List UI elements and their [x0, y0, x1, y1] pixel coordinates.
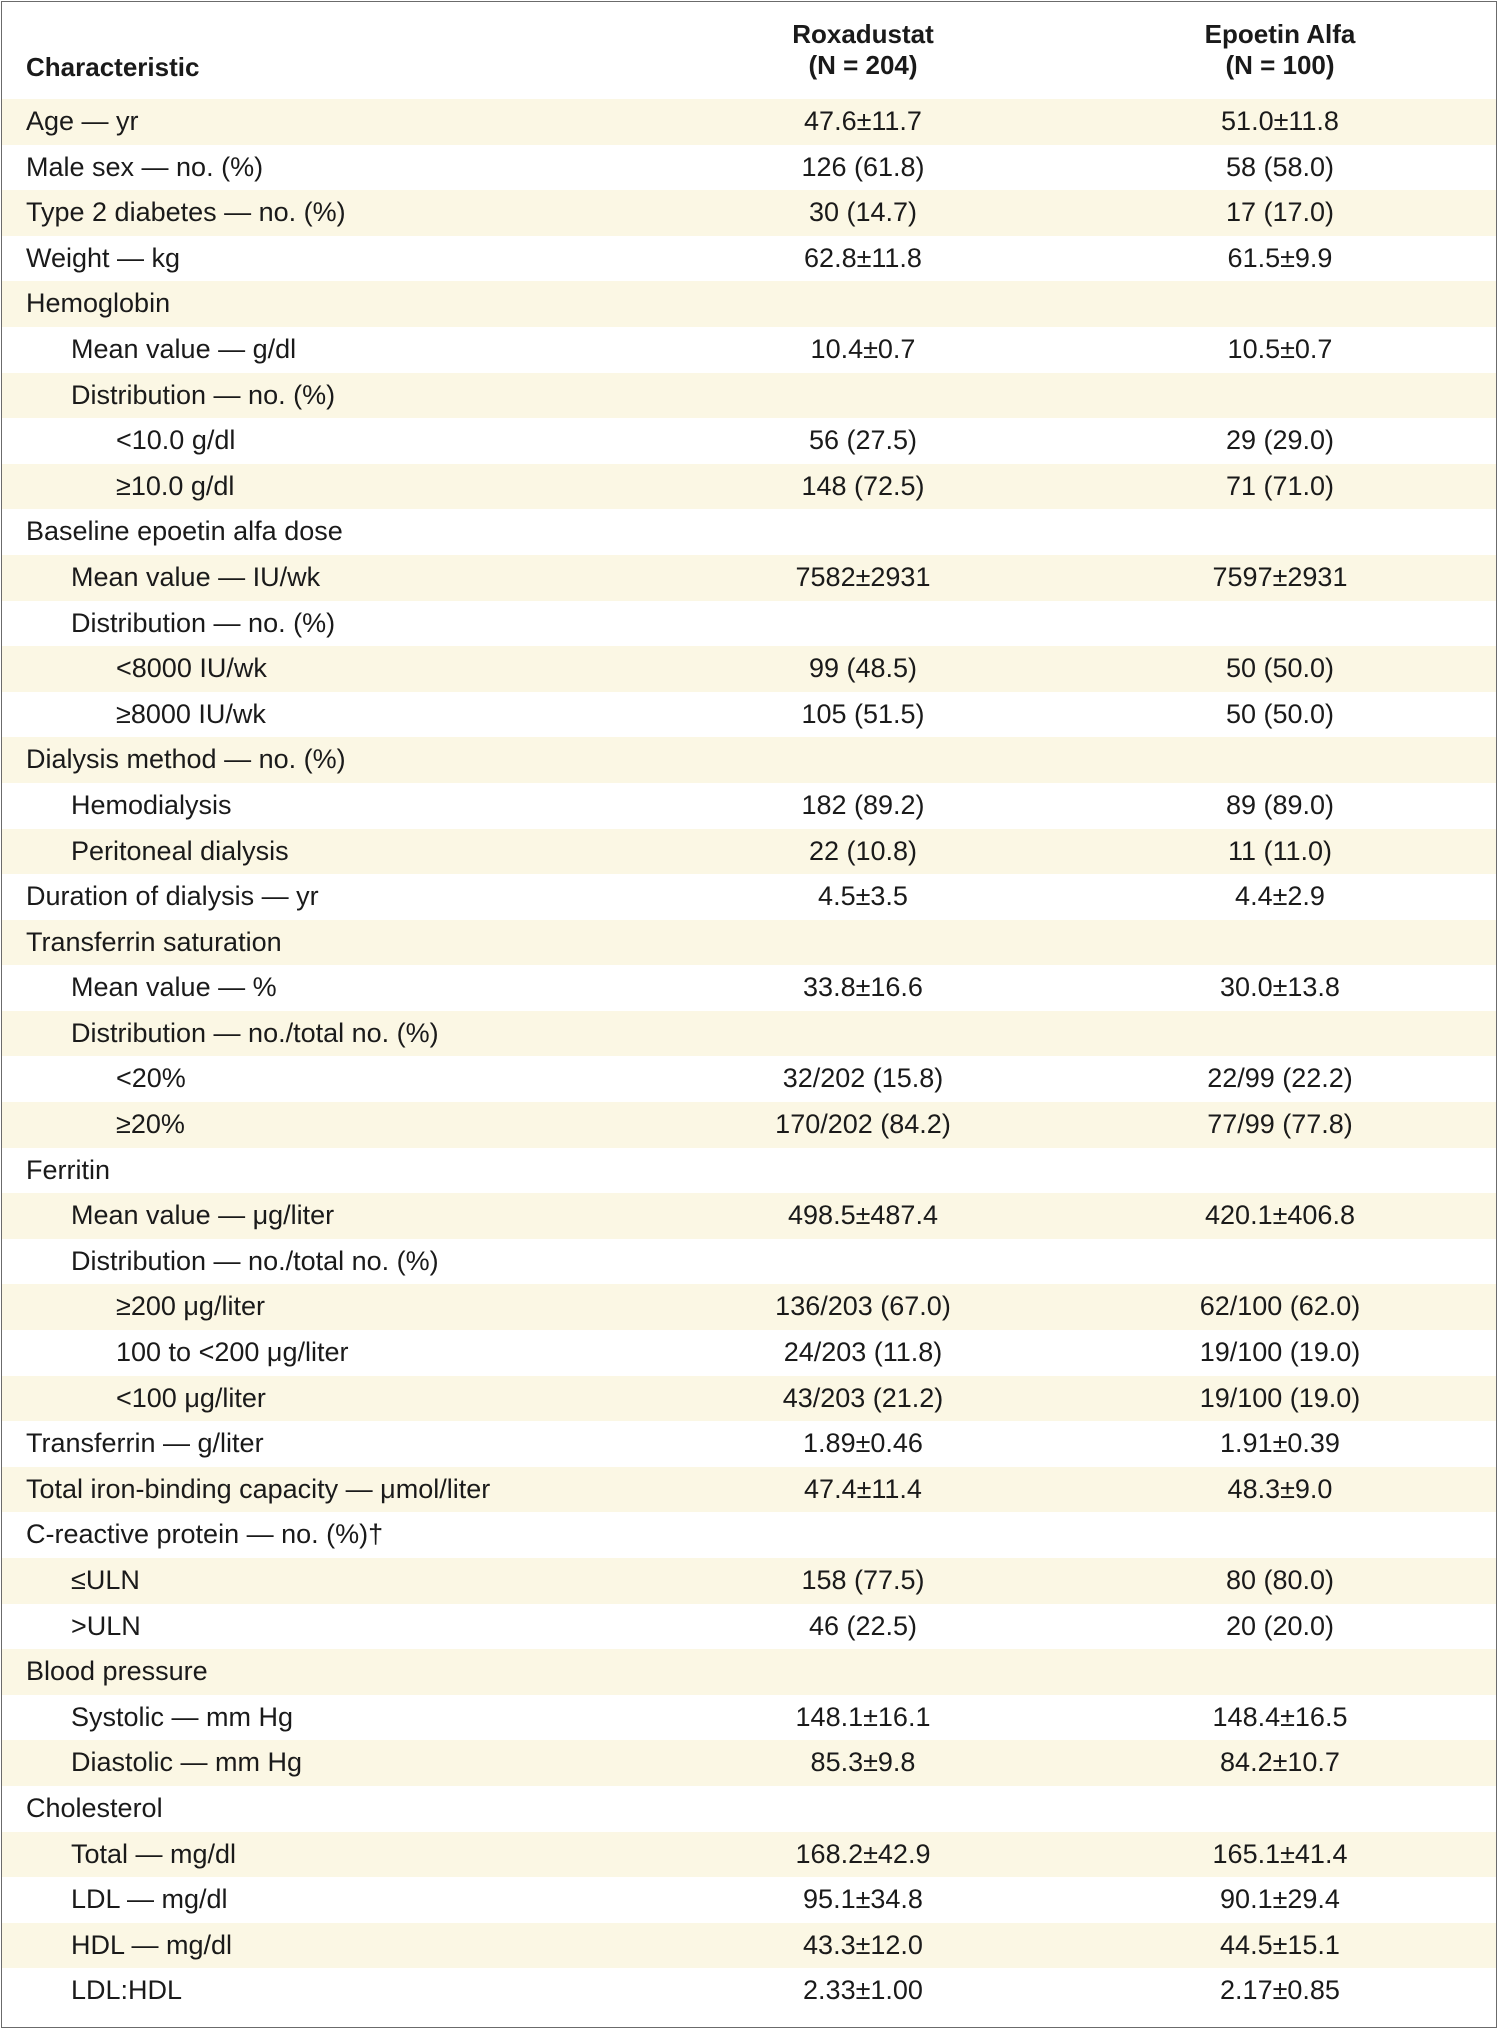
epoetin-value: 7597±2931: [1212, 561, 1348, 592]
table-row: [2, 1877, 1496, 1923]
row-label: <8000 IU/wk: [116, 653, 267, 684]
roxadustat-value: 148 (72.5): [801, 470, 925, 501]
table-row: [2, 1148, 1496, 1194]
table-row: [2, 1011, 1496, 1057]
row-label: Diastolic — mm Hg: [71, 1747, 303, 1778]
table-row: [2, 1695, 1496, 1741]
epoetin-value: 80 (80.0): [1225, 1565, 1335, 1595]
table-row: [2, 281, 1496, 327]
roxadustat-value: 498.5±487.4: [788, 1200, 938, 1231]
row-label: ≥10.0 g/dl: [116, 470, 235, 501]
table-row: [2, 965, 1496, 1011]
roxadustat-value: 7582±2931: [795, 561, 931, 592]
roxadustat-value: 24/203 (11.8): [783, 1337, 943, 1368]
epoetin-value: 4.4±2.9: [1235, 881, 1325, 912]
row-label: ≥20%: [116, 1109, 185, 1140]
epoetin-value: 50 (50.0): [1225, 698, 1335, 729]
row-label: Type 2 diabetes — no. (%): [26, 197, 346, 228]
row-label: Distribution — no. (%): [71, 607, 336, 638]
roxadustat-value: 33.8±16.6: [803, 972, 923, 1003]
row-label: ≥8000 IU/wk: [116, 698, 266, 729]
table-row: [2, 509, 1496, 555]
table-row: [2, 1604, 1496, 1650]
epoetin-value: 19/100 (19.0): [1199, 1382, 1361, 1413]
table-row: [2, 1832, 1496, 1878]
roxadustat-value: 170/202 (84.2): [775, 1109, 951, 1140]
table-row: [2, 692, 1496, 738]
roxadustat-header: [683, 19, 1043, 81]
epoetin-value: 1.91±0.39: [1220, 1428, 1340, 1459]
roxadustat-value: 85.3±9.8: [810, 1747, 916, 1778]
roxadustat-value: 43/203 (21.2): [782, 1382, 944, 1413]
row-label: Mean value — IU/wk: [71, 561, 321, 592]
roxadustat-value: 148.1±16.1: [795, 1701, 931, 1732]
table-row: [2, 145, 1496, 191]
row-label: Mean value — g/dl: [71, 333, 297, 364]
epoetin-value: 30.0±13.8: [1220, 972, 1340, 1003]
epoetin-value: 20 (20.0): [1225, 1610, 1335, 1641]
table-row: [2, 1376, 1496, 1422]
roxadustat-value: 62.8±11.8: [804, 242, 922, 273]
row-label: Blood pressure: [26, 1656, 208, 1687]
table-row: [2, 1102, 1496, 1148]
table-row: [2, 1056, 1496, 1102]
table-row: [2, 1740, 1496, 1786]
roxadustat-value: 105 (51.5): [801, 698, 925, 729]
row-label: HDL — mg/dl: [71, 1929, 233, 1960]
epoetin-value: 71 (71.0): [1225, 470, 1335, 501]
row-label: Total — mg/dl: [71, 1838, 237, 1869]
table-row: [2, 1239, 1496, 1285]
characteristic-header: Characteristic: [26, 52, 200, 82]
row-label: Weight — kg: [26, 242, 181, 273]
row-label: >ULN: [71, 1610, 141, 1641]
table-row: [2, 236, 1496, 282]
table-row: [2, 1330, 1496, 1376]
epoetin-value: 90.1±29.4: [1220, 1884, 1340, 1915]
row-label: Transferrin saturation: [26, 926, 282, 957]
row-label: Ferritin: [26, 1154, 111, 1185]
table-row: [2, 464, 1496, 510]
roxadustat-value: 22 (10.8): [808, 835, 918, 866]
roxadustat-value: 1.89±0.46: [803, 1428, 923, 1459]
epoetin-header-n: (N = 100): [1225, 50, 1335, 80]
row-label: 100 to <200 μg/liter: [116, 1337, 349, 1368]
epoetin-value: 420.1±406.8: [1205, 1200, 1355, 1231]
row-label: Baseline epoetin alfa dose: [26, 516, 343, 547]
table-row: [2, 99, 1496, 145]
roxadustat-header-name: Roxadustat: [792, 19, 934, 49]
table-row: [2, 1284, 1496, 1330]
roxadustat-value: 32/202 (15.8): [782, 1063, 944, 1094]
roxadustat-value: 30 (14.7): [808, 197, 918, 228]
table-row: [2, 1193, 1496, 1239]
epoetin-value: 61.5±9.9: [1227, 242, 1333, 273]
row-label: Systolic — mm Hg: [71, 1701, 294, 1732]
row-label: Dialysis method — no. (%): [26, 744, 346, 775]
epoetin-value: 77/99 (77.8): [1207, 1109, 1353, 1140]
table-row: [2, 783, 1496, 829]
row-label: Mean value — %: [71, 972, 277, 1003]
roxadustat-value: 126 (61.8): [801, 151, 925, 182]
table-row: [2, 737, 1496, 783]
table-row: [2, 1558, 1496, 1604]
roxadustat-value: 46 (22.5): [808, 1610, 918, 1641]
row-label: Age — yr: [26, 106, 139, 136]
table-row: [2, 601, 1496, 647]
table-row: [2, 1923, 1496, 1969]
epoetin-header-name: Epoetin Alfa: [1204, 19, 1356, 49]
row-label: Hemodialysis: [71, 789, 232, 820]
roxadustat-value: 56 (27.5): [808, 425, 918, 456]
epoetin-value: 148.4±16.5: [1212, 1701, 1348, 1732]
row-label: ≥200 μg/liter: [116, 1291, 265, 1322]
row-label: Duration of dialysis — yr: [26, 881, 319, 912]
row-label: Transferrin — g/liter: [26, 1428, 264, 1459]
row-label: <10.0 g/dl: [116, 425, 236, 456]
table-row: [2, 1512, 1496, 1558]
roxadustat-value: 4.5±3.5: [818, 881, 908, 912]
roxadustat-value: 47.4±11.4: [804, 1473, 922, 1504]
row-label: Total iron-binding capacity — μmol/liter: [26, 1473, 491, 1504]
epoetin-value: 29 (29.0): [1225, 425, 1335, 456]
epoetin-value: 50 (50.0): [1225, 653, 1335, 684]
table-row: [2, 555, 1496, 601]
roxadustat-value: 10.4±0.7: [810, 333, 916, 364]
epoetin-value: 62/100 (62.0): [1199, 1291, 1361, 1322]
row-label: Distribution — no./total no. (%): [71, 1017, 439, 1048]
epoetin-value: 48.3±9.0: [1227, 1473, 1333, 1504]
epoetin-value: 17 (17.0): [1225, 197, 1335, 228]
roxadustat-value: 95.1±34.8: [803, 1884, 923, 1915]
row-label: Mean value — μg/liter: [71, 1200, 335, 1231]
epoetin-value: 89 (89.0): [1225, 789, 1335, 820]
roxadustat-value: 168.2±42.9: [795, 1838, 931, 1869]
roxadustat-value: 2.33±1.00: [803, 1975, 923, 2006]
row-label: Distribution — no. (%): [71, 379, 336, 410]
epoetin-value: 11 (11.0): [1227, 835, 1333, 866]
row-label: Hemoglobin: [26, 288, 171, 319]
epoetin-value: 58 (58.0): [1225, 151, 1335, 182]
row-label: Distribution — no./total no. (%): [71, 1245, 439, 1276]
table-row: [2, 829, 1496, 875]
epoetin-value: 165.1±41.4: [1212, 1838, 1348, 1869]
epoetin-value: 84.2±10.7: [1220, 1747, 1340, 1778]
roxadustat-value: 47.6±11.7: [804, 106, 922, 136]
epoetin-value: 51.0±11.8: [1221, 106, 1339, 136]
table-row: [2, 646, 1496, 692]
table-body: [2, 99, 1496, 2014]
table-row: [2, 1421, 1496, 1467]
table-row: [2, 1649, 1496, 1695]
row-label: LDL — mg/dl: [71, 1884, 228, 1915]
table-row: [2, 920, 1496, 966]
epoetin-value: 44.5±15.1: [1220, 1929, 1340, 1960]
row-label: ≤ULN: [71, 1565, 140, 1595]
roxadustat-value: 136/203 (67.0): [775, 1291, 951, 1322]
table-row: [2, 1467, 1496, 1513]
table-row: [2, 418, 1496, 464]
table-row: [2, 327, 1496, 373]
row-label: Peritoneal dialysis: [71, 835, 289, 866]
table-header: [2, 2, 1496, 99]
table-frame: [1, 1, 1497, 2028]
table-row: [2, 1968, 1496, 2014]
roxadustat-value: 99 (48.5): [808, 653, 918, 684]
roxadustat-value: 182 (89.2): [801, 789, 925, 820]
row-label: Cholesterol: [26, 1792, 163, 1823]
roxadustat-value: 43.3±12.0: [803, 1929, 923, 1960]
epoetin-value: 2.17±0.85: [1220, 1975, 1340, 2006]
row-label: Male sex — no. (%): [26, 151, 264, 182]
roxadustat-header-n: (N = 204): [808, 50, 918, 80]
table-row: [2, 373, 1496, 419]
epoetin-value: 22/99 (22.2): [1207, 1063, 1353, 1094]
epoetin-value: 10.5±0.7: [1227, 333, 1333, 364]
table-row: [2, 874, 1496, 920]
row-label: LDL:HDL: [71, 1975, 183, 2006]
row-label: C-reactive protein — no. (%)†: [26, 1519, 384, 1550]
epoetin-header: [1100, 19, 1460, 81]
table-row: [2, 1786, 1496, 1832]
roxadustat-value: 158 (77.5): [801, 1565, 925, 1595]
row-label: <100 μg/liter: [116, 1382, 266, 1413]
row-label: <20%: [116, 1063, 186, 1094]
table-row: [2, 190, 1496, 236]
epoetin-value: 19/100 (19.0): [1199, 1337, 1361, 1368]
